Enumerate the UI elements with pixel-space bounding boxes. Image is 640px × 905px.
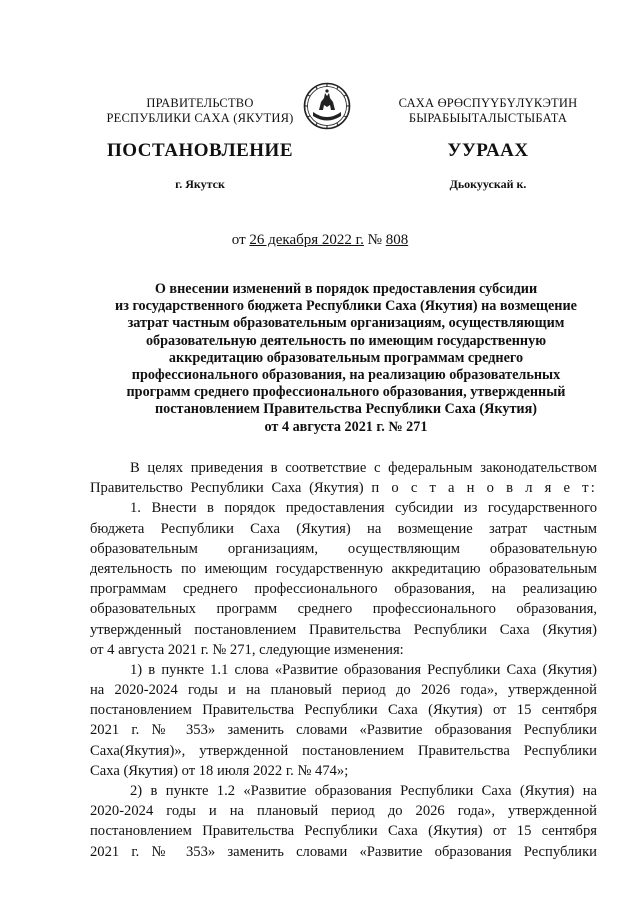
header-right-organization <box>388 96 588 126</box>
body-line: от 4 августа 2021 г. № 271, следующие изменения: <box>90 641 404 658</box>
title-line: затрат частным образовательным организациям, осуществляющим <box>127 315 565 332</box>
body-line: утвержденный постановлением Правительства Республики Саха (Якутия) <box>90 621 597 638</box>
body-line: 2021 г. № 353» заменить словами «Развитие образования Республики <box>90 843 597 860</box>
title-line: аккредитацию образовательным программам среднего <box>168 349 524 366</box>
title-line: постановлением Правительства Республики Саха (Якутия) <box>154 401 538 418</box>
city-russian: г. Якутск <box>175 177 225 191</box>
body-line: деятельность по имеющим государственную аккредитацию образовательным <box>90 560 597 577</box>
body-line: 1. Внести в порядок предоставления субсидии из государственного <box>130 500 597 517</box>
body-line: постановлением Правительства Республики Саха (Якутия) от 15 сентября <box>90 702 597 719</box>
body-line: Саха (Якутия) от 18 июля 2022 г. № 474»; <box>90 762 349 779</box>
doc-type-yakut: УУРААХ <box>447 140 529 161</box>
title-line: профессионального образования, на реализацию образовательных <box>131 367 561 384</box>
org-name-line: ПРАВИТЕЛЬСТВО <box>146 96 254 110</box>
body-line: 2020-2024 годы и на плановый период до 2026 года», утвержденной <box>90 803 597 820</box>
document-body <box>90 458 597 862</box>
body-line: на 2020-2024 годы и на плановый период до 2026 года», утвержденной <box>90 682 597 699</box>
body-line <box>90 478 597 498</box>
body-line: В целях приведения в соответствие с федеральным законодательством <box>130 460 597 476</box>
body-line: образовательных программ среднего профессионального образования, <box>90 601 597 618</box>
body-line: образовательным организациям, осуществляющим образовательную <box>90 540 597 557</box>
org-name-line: БЫРАБЫЫТАЛЫСТЫБАТА <box>408 111 568 125</box>
body-text: Правительство Республики Саха (Якутия) <box>90 480 364 497</box>
body-line: постановлением Правительства Республики Саха (Якутия) от 15 сентября <box>90 823 597 840</box>
sakha-emblem-icon <box>303 82 351 130</box>
body-line: 1) в пункте 1.1 слова «Развитие образования Республики Саха (Якутия) <box>130 661 597 678</box>
body-line: Саха(Якутия)», утвержденной постановлением Правительства Республики <box>90 742 597 759</box>
date-prefix: от <box>231 232 246 248</box>
body-line: 2) в пункте 1.2 «Развитие образования Республики Саха (Якутия) на <box>130 783 597 799</box>
document-title <box>96 281 596 436</box>
date-and-number <box>0 232 640 249</box>
org-name-line: РЕСПУБЛИКИ САХА (ЯКУТИЯ) <box>106 111 294 125</box>
city-yakut: Дьокуускай к. <box>449 177 527 191</box>
title-line: программ среднего профессионального образования, утвержденный <box>126 384 566 401</box>
title-line: О внесении изменений в порядок предоставления субсидии <box>154 281 538 297</box>
body-line: 2021 г. № 353» заменить словами «Развитие образования Республики <box>90 722 597 739</box>
number-sign: № <box>367 232 382 248</box>
resolves-word: п о с т а н о в л я е т: <box>371 480 598 497</box>
body-line: бюджета Республики Саха (Якутия) на возмещение затрат частным <box>90 520 597 537</box>
org-name-line: САХА ӨРӨСПҮҮБҮЛҮКЭТИН <box>398 96 578 110</box>
document-date: 26 декабря 2022 г. <box>249 232 364 248</box>
header-left-organization <box>100 96 300 126</box>
doc-type-russian: ПОСТАНОВЛЕНИЕ <box>106 140 294 161</box>
title-line: образовательную деятельность по имеющим государственную <box>145 332 547 349</box>
document-number: 808 <box>385 232 409 248</box>
title-line: от 4 августа 2021 г. № 271 <box>264 418 428 435</box>
body-line: программам среднего профессионального образования, на реализацию <box>90 581 597 598</box>
title-line: из государственного бюджета Республики Саха (Якутия) на возмещение <box>115 298 577 315</box>
